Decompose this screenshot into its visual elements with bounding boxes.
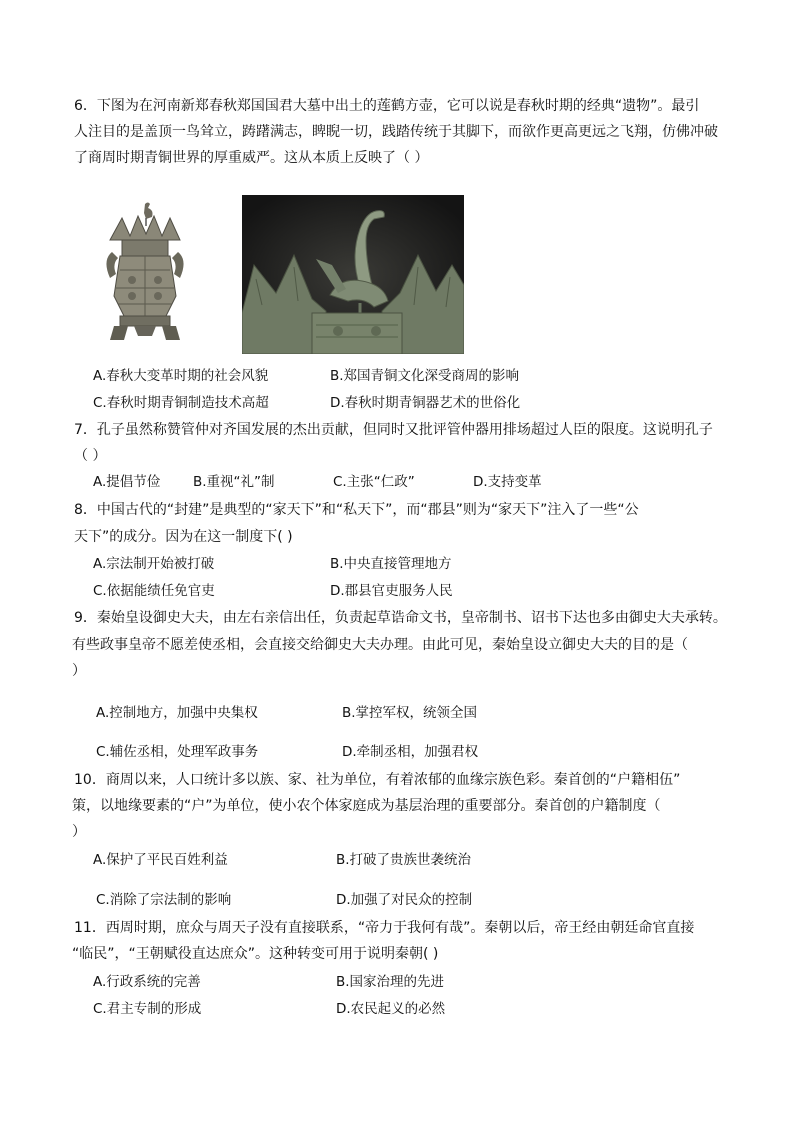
q9-stem-line1: 9．秦始皇设御史大夫，由左右亲信出任，负责起草诰命文书，皇帝制书、诏书下达也多由御史大夫承转。 [74, 610, 727, 626]
q8-option-d[interactable]: D.郡县官吏服务人民 [330, 583, 453, 599]
q7-option-d[interactable]: D.支持变革 [473, 474, 542, 490]
q9-option-a[interactable]: A.控制地方，加强中央集权 [96, 705, 258, 721]
q9-option-b[interactable]: B.掌控军权，统领全国 [342, 705, 478, 721]
q7-option-c[interactable]: C.主张“仁政” [333, 474, 415, 490]
q8-stem-line2: 天下”的成分。因为在这一制度下( ) [74, 529, 293, 545]
q9-stem-line2: 有些政事皇帝不愿差使丞相，会直接交给御史大夫办理。由此可见，秦始皇设立御史大夫的目的是（ [72, 637, 688, 653]
q10-option-c[interactable]: C.消除了宗法制的影响 [96, 892, 232, 908]
q6-option-a[interactable]: A.春秋大变革时期的社会风貌 [93, 368, 269, 384]
q6-stem-line1: 6．下图为在河南新郑春秋郑国国君大墓中出土的莲鹤方壶，它可以说是春秋时期的经典“遗物”。最引 [74, 98, 700, 114]
q8-option-a[interactable]: A.宗法制开始被打破 [93, 556, 215, 572]
q6-stem-line2: 人注目的是盖顶一鸟耸立，踌躇满志，睥睨一切，践踏传统于其脚下，而欲作更高更远之飞翔，仿佛冲破 [74, 124, 718, 140]
q9-option-c[interactable]: C.辅佐丞相，处理军政事务 [96, 744, 259, 760]
q10-stem-line3: ） [72, 824, 86, 840]
lotus-crane-square-pot-image [100, 200, 190, 342]
q6-option-d[interactable]: D.春秋时期青铜器艺术的世俗化 [330, 395, 521, 411]
q8-stem-line1: 8．中国古代的“封建”是典型的“家天下”和“私天下”，而“郡县”则为“家天下”注入了一些“公 [74, 502, 639, 518]
crane-closeup-image [242, 195, 464, 354]
q7-option-a[interactable]: A.提倡节俭 [93, 474, 161, 490]
q10-option-b[interactable]: B.打破了贵族世袭统治 [336, 852, 472, 868]
q6-option-b[interactable]: B.郑国青铜文化深受商周的影响 [330, 368, 520, 384]
q7-option-b[interactable]: B.重视“礼”制 [193, 474, 275, 490]
q10-stem-line2: 策，以地缘要素的“户”为单位，使小农个体家庭成为基层治理的重要部分。秦首创的户籍制度（ [72, 798, 661, 814]
q6-stem-line3: 了商周时期青铜世界的厚重威严。这从本质上反映了（ ） [74, 150, 429, 166]
q10-option-d[interactable]: D.加强了对民众的控制 [336, 892, 473, 908]
q10-stem-line1: 10．商周以来，人口统计多以族、家、社为单位，有着浓郁的血缘宗族色彩。秦首创的“户籍相伍” [74, 772, 681, 788]
q6-option-c[interactable]: C.春秋时期青铜制造技术高超 [93, 395, 269, 411]
q11-option-b[interactable]: B.国家治理的先进 [336, 974, 445, 990]
q11-stem-line1: 11．西周时期，庶众与周天子没有直接联系，“帝力于我何有哉”。秦朝以后，帝王经由朝廷命官直接 [74, 920, 695, 936]
q9-stem-line3: ） [72, 663, 86, 679]
q11-option-a[interactable]: A.行政系统的完善 [93, 974, 201, 990]
q7-stem-line2: （ ） [74, 448, 107, 464]
q11-stem-line2: “临民”，“王朝赋役直达庶众”。这种转变可用于说明秦朝( ) [72, 946, 439, 962]
q9-option-d[interactable]: D.牵制丞相，加强君权 [342, 744, 479, 760]
q11-option-d[interactable]: D.农民起义的必然 [336, 1001, 446, 1017]
q11-option-c[interactable]: C.君主专制的形成 [93, 1001, 202, 1017]
q10-option-a[interactable]: A.保护了平民百姓利益 [93, 852, 228, 868]
q7-stem-line1: 7．孔子虽然称赞管仲对齐国发展的杰出贡献，但同时又批评管仲器用排场超过人臣的限度。这说明孔子 [74, 422, 713, 438]
q8-option-c[interactable]: C.依据能绩任免官吏 [93, 583, 215, 599]
q8-option-b[interactable]: B.中央直接管理地方 [330, 556, 452, 572]
